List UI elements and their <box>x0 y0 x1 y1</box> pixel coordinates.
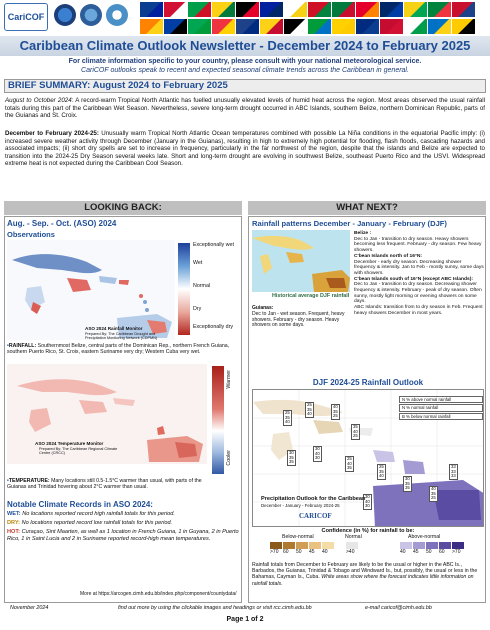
map-legend-item: B % below normal rainfall <box>399 413 483 420</box>
confidence-tick: 50 <box>296 549 302 555</box>
outlook-cell-value: 35 <box>353 424 358 429</box>
guianas-text <box>252 306 350 329</box>
historical-label: Historical average DJF rainfall <box>272 293 350 299</box>
p2-body: Unusually warm Tropical North Atlantic Ocean temperatures combined with possible La Niña conditions in the equatorial Pacific imply: (i) increased severe weather activity through December (January in the Guianas), resulting in high to extremely high potential for flooding, flash floods, cascading hazards and associated impacts; (ii) short dry spells are set to increase in frequency, particularly in the far northwest of the region, despite that the islands and Belize are expected to transition into the 2024-25 Dry Season several weeks late. Short and long-term drought are evolving in southwest Belize, southeast Puerto Rico and the USVI. Widespread extreme heat is not expected during the Caribbean Cool Season. <box>5 130 485 168</box>
outlook-cell-value: 35 <box>289 454 294 460</box>
temp-text: Many locations still 0.5-1.5°C warmer than usual, with parts of the Guianas and Trinidad hovering about 2°C warmer than usual. <box>7 478 202 491</box>
more-at-link[interactable]: More at https://arcogen.cimh.edu.bb/index.php/component/countydata/ <box>80 591 237 597</box>
aso-title[interactable]: Aug. - Sep. - Oct. (ASO) 2024 <box>7 219 117 228</box>
outlook-cell-value: 25 <box>307 402 312 407</box>
confidence-swatch <box>296 542 308 549</box>
country-flag-icon[interactable] <box>236 19 259 34</box>
rain-legend-normal: Normal <box>193 283 211 289</box>
country-flag-icon[interactable] <box>404 19 427 34</box>
outlook-cell <box>283 410 292 426</box>
rainfall-monitor-map[interactable] <box>7 240 175 340</box>
outlook-cell-value: 35 <box>405 485 410 491</box>
outlook-cell-value: 30 <box>315 446 320 451</box>
outlook-cell-value: 25 <box>285 410 290 415</box>
info-line-italic: CariCOF outlooks speak to recent and expected seasonal climate trends across the Caribbean in general. <box>81 67 409 74</box>
outlook-cell-value: 35 <box>347 465 352 471</box>
rainfall-summary: •RAINFALL: Southernmost Belize, central parts of the Dominican Rep., northern French Guiana, southern Puerto Rico, St. Croix, eastern Suriname very dry; Western Cuba very wet. <box>7 343 230 356</box>
rain-lead: RAINFALL: <box>8 343 37 349</box>
confidence-tick: 45 <box>413 549 419 555</box>
outlook-cell-value: 40 <box>431 486 436 491</box>
confidence-tick: 40 <box>322 549 328 555</box>
country-flag-icon[interactable] <box>404 2 427 17</box>
confidence-swatch <box>270 542 282 549</box>
outlook-text <box>252 562 484 587</box>
outlook-cell-value: 35 <box>333 408 338 414</box>
rain-legend-wet: Wet <box>193 260 203 266</box>
country-flag-icon[interactable] <box>356 2 379 17</box>
outlook-cell-value: 33 <box>451 473 456 479</box>
brief-paragraph-2 <box>5 130 485 168</box>
country-flag-icon[interactable] <box>212 2 235 17</box>
outlook-cell-value: 25 <box>347 456 352 461</box>
record-item <box>7 520 239 527</box>
country-flag-icon[interactable] <box>260 2 283 17</box>
rain-credit: Prepared By: The Caribbean Drought and Precipitation Monitoring Network (CDPMN) <box>85 332 158 340</box>
outlook-title[interactable]: DJF 2024-25 Rainfall Outlook <box>312 378 424 387</box>
belize-heading: Belize : <box>354 231 372 236</box>
footer-links[interactable]: find out more by using the clickable images and headings or visit rcc.cimh.edu.bb <box>118 605 312 611</box>
outlook-cell-value: 40 <box>365 498 370 504</box>
regional-patterns <box>354 231 484 317</box>
confidence-swatch <box>309 542 321 549</box>
outlook-cell <box>313 446 322 462</box>
outlook-cell <box>331 404 340 420</box>
outlook-cell <box>403 476 412 492</box>
patterns-title[interactable]: Rainfall patterns December - January - February (DJF) <box>252 219 447 228</box>
rain-text: Southernmost Belize, central parts of the Dominican Rep., northern French Guiana, southern Puerto Rico, St. Croix, eastern Suriname very dry; Western Cuba very wet. <box>7 343 230 356</box>
confidence-title: Confidence (in %) for rainfall to be: <box>321 528 415 534</box>
outlook-cell <box>287 450 296 466</box>
temperature-summary: •TEMPERATURE: Many locations still 0.5-1.5°C warmer than usual, with parts of the Guianas and Trinidad hovering about 2°C warmer than usual. <box>7 478 202 491</box>
outlook-cell <box>305 402 314 418</box>
belize-body: Dec to Jan - transition to dry season. Heavy showers becoming less frequent. February - dry season. Few heavy showers. <box>354 236 482 254</box>
outlook-cell-value: 30 <box>289 450 294 455</box>
rain-caption: ASO 2024 Rainfall Monitor <box>85 326 143 331</box>
brief-summary-heading: BRIEF SUMMARY: August 2024 to February 2025 <box>4 79 486 93</box>
brief-paragraph-1 <box>5 97 485 120</box>
footer-email[interactable]: e-mail caricof@cimh.edu.bb <box>365 605 432 611</box>
country-flag-icon[interactable] <box>428 2 451 17</box>
p1-lead: August to October 2024: <box>5 97 74 104</box>
record-key: WET: <box>7 511 21 517</box>
historical-rainfall-map[interactable] <box>252 230 350 292</box>
country-flag-icon[interactable] <box>308 2 331 17</box>
outlook-cell-value: 40 <box>285 419 290 425</box>
country-flag-icon[interactable] <box>164 19 187 34</box>
precip-caption: Precipitation Outlook for the Caribbean <box>261 496 366 502</box>
records-title: Notable Climate Records in ASO 2024: <box>7 500 153 509</box>
outlook-cell <box>449 464 458 480</box>
outlook-cell <box>429 486 438 502</box>
confidence-tick: 40 <box>400 549 406 555</box>
outlook-cell <box>345 456 354 472</box>
outlook-cell-value: 25 <box>431 495 436 501</box>
outlook-cell-value: 40 <box>347 460 352 466</box>
country-flag-icon[interactable] <box>284 19 307 34</box>
temperature-monitor-map[interactable] <box>7 364 207 464</box>
confidence-swatch <box>439 542 451 549</box>
page-number: Page 1 of 2 <box>226 616 264 623</box>
rain-legend-ex-dry: Exceptionally dry <box>193 324 234 330</box>
what-next-header: WHAT NEXT? <box>248 201 486 215</box>
outlook-cell-value: 30 <box>405 476 410 481</box>
record-item <box>7 529 239 542</box>
country-flag-icon[interactable] <box>236 2 259 17</box>
rain-legend-ex-wet: Exceptionally wet <box>193 242 234 248</box>
wmo-seal-icon[interactable] <box>106 4 128 26</box>
country-flag-icon[interactable] <box>284 2 307 17</box>
outlook-cell-value: 30 <box>365 494 370 499</box>
map-legend-item: N % normal rainfall <box>399 404 483 411</box>
temp-legend-cooler: Cooler <box>226 450 232 466</box>
outlook-cell <box>377 464 386 480</box>
guianas-heading: Guianas: <box>252 305 274 311</box>
info-line: For climate information specific to your country, please consult with your national meteorological service. <box>68 58 422 65</box>
outlook-cell-value: 30 <box>365 503 370 509</box>
confidence-swatch <box>413 542 425 549</box>
outlook-body: Rainfall totals from December to February are likely to be the usual or higher in the ABC Is., Barbados, the Guianas, Trinidad & Tobago and Windward Is., but, possibly, the usual or less in the Bahamas, Cayman Is., Cuba. <box>252 562 478 581</box>
country-flag-icon[interactable] <box>140 19 163 34</box>
footer-date: November 2024 <box>10 605 49 611</box>
outlook-cell-value: 40 <box>353 428 358 434</box>
conf-group-above: Above-normal <box>408 534 441 540</box>
outlook-map[interactable] <box>252 389 484 527</box>
record-text: No locations reported record high rainfall totals for this period. <box>22 511 175 517</box>
p1-body: A record-warm Tropical North Atlantic has fuelled unusually elevated levels of humid heat across the region. Most areas observed the usual rainfall totals during this part of the Caribbean Wet Season. Nevertheless, severe long-term drought occurred in ABC Islands, southern Belize, northern Dominican Republic, parts of the Guianas and St. Croix. <box>5 97 486 120</box>
record-item <box>7 511 239 518</box>
rainfall-map-svg <box>7 240 175 340</box>
outlook-cell-value: 25 <box>379 464 384 469</box>
map-legend <box>399 396 483 421</box>
confidence-tick: 60 <box>283 549 289 555</box>
temp-caption: ASO 2024 Temperature Monitor <box>35 441 104 446</box>
historical-map-svg <box>252 230 350 292</box>
temperature-legend-bar <box>212 366 224 474</box>
caricof-brand: CARICOF <box>299 512 332 520</box>
confidence-swatch <box>322 542 334 549</box>
country-flag-icon[interactable] <box>188 2 211 17</box>
confidence-tick: >70 <box>270 549 279 555</box>
map-legend-item: N % above normal rainfall <box>399 396 483 403</box>
conf-group-normal: Normal <box>345 534 362 540</box>
temp-lead: TEMPERATURE: <box>8 478 50 484</box>
country-flag-icon[interactable] <box>428 19 451 34</box>
confidence-swatch <box>400 542 412 549</box>
confidence-swatch <box>346 542 358 549</box>
north-body: December - early dry season. Decreasing shower frequency & intensity. Jan to Feb - mostly sunny, some days with showers. <box>354 259 484 276</box>
north-heading: C'bean Islands north of 16°N: <box>354 253 423 259</box>
header-strip <box>0 0 490 36</box>
country-flag-icon[interactable] <box>140 2 163 17</box>
outlook-cell-value: 33 <box>451 464 456 469</box>
caricof-logo[interactable]: CariCOF <box>4 3 48 31</box>
outlook-cell-value: 40 <box>307 411 312 417</box>
outlook-cell-value: 35 <box>379 468 384 474</box>
outlook-cell-value: 35 <box>289 459 294 465</box>
flag-strip <box>140 2 488 35</box>
confidence-tick: 50 <box>426 549 432 555</box>
temp-credit: Prepared By: The Caribbean Regional Climate Centre (CRCC) <box>39 447 118 455</box>
record-text: No locations reported record low rainfall totals for this period. <box>21 520 173 526</box>
confidence-tick: 45 <box>309 549 315 555</box>
cimh-seal-icon[interactable] <box>80 4 102 26</box>
rain-legend-dry: Dry <box>193 306 202 312</box>
outlook-cell-value: 40 <box>315 450 320 456</box>
outlook-cell-value: 40 <box>379 473 384 479</box>
temp-legend-warmer: Warmer <box>226 370 232 389</box>
record-text: Curaçao, Sint Maarten, as well as 1 location in French Guiana, 1 in Guyana, 2 in Puerto Rico, 1 in Saint Lucia and 2 in Suriname reported record-high mean temperatures. <box>7 529 239 542</box>
guianas-body: Dec to Jan - wet season. Frequent, heavy showers. February - dry season. Heavy showers on some days. <box>252 310 345 329</box>
country-flag-icon[interactable] <box>452 2 475 17</box>
country-flag-icon[interactable] <box>212 19 235 34</box>
outlook-cell-value: 40 <box>333 404 338 409</box>
rainfall-legend-bar <box>178 243 190 335</box>
country-flag-icon[interactable] <box>332 2 355 17</box>
outlook-cell-value: 30 <box>315 455 320 461</box>
record-key: DRY: <box>7 520 21 526</box>
outlook-cell-value: 35 <box>405 480 410 486</box>
outlook-cell <box>351 424 360 440</box>
outlook-cell-value: 33 <box>451 468 456 474</box>
confidence-tick: >40 <box>346 549 355 555</box>
outlook-cell-value: 25 <box>353 433 358 439</box>
country-flag-icon[interactable] <box>452 19 475 34</box>
outlook-cell-value: 25 <box>333 413 338 419</box>
confidence-swatch <box>283 542 295 549</box>
outlook-cell-value: 35 <box>431 490 436 496</box>
country-flag-icon[interactable] <box>380 2 403 17</box>
country-flag-icon[interactable] <box>260 19 283 34</box>
outlook-cell-value: 35 <box>307 406 312 412</box>
confidence-tick: >70 <box>452 549 461 555</box>
conf-group-below: Below-normal <box>282 534 314 540</box>
observations-title: Observations <box>7 230 55 239</box>
country-flag-icon[interactable] <box>188 19 211 34</box>
confidence-swatch <box>452 542 464 549</box>
noaa-seal-icon[interactable] <box>54 4 76 26</box>
country-flag-icon[interactable] <box>164 2 187 17</box>
outlook-cell-value: 35 <box>285 414 290 420</box>
confidence-tick: 60 <box>439 549 445 555</box>
south-body: Dec to Jan - transition to dry season. Decreasing shower frequency & intensity. February - peak of dry season. Often sunny, mostly light morning or evening showers on some days. <box>354 282 482 305</box>
abc-body: ABC Islands: transition from to dry season in Feb. Frequent heavy showers December in most years. <box>354 305 483 316</box>
outlook-note: White areas show where the forecast indicates little information on rainfall totals. <box>252 574 474 587</box>
newsletter-title: Caribbean Climate Outlook Newsletter - December 2024 to February 2025 <box>0 36 490 56</box>
confidence-swatch <box>426 542 438 549</box>
record-key: HOT: <box>7 529 21 535</box>
country-flag-icon[interactable] <box>308 19 331 34</box>
country-flag-icon[interactable] <box>380 19 403 34</box>
looking-back-header: LOOKING BACK: <box>4 201 242 215</box>
south-heading: C'bean Islands south of 16°N (except ABC Islands): <box>354 276 473 282</box>
country-flag-icon[interactable] <box>356 19 379 34</box>
country-flag-icon[interactable] <box>332 19 355 34</box>
p2-lead: December to February 2024-25: <box>5 130 99 137</box>
precip-subcaption: December - January - February 2024-25 <box>261 503 340 508</box>
